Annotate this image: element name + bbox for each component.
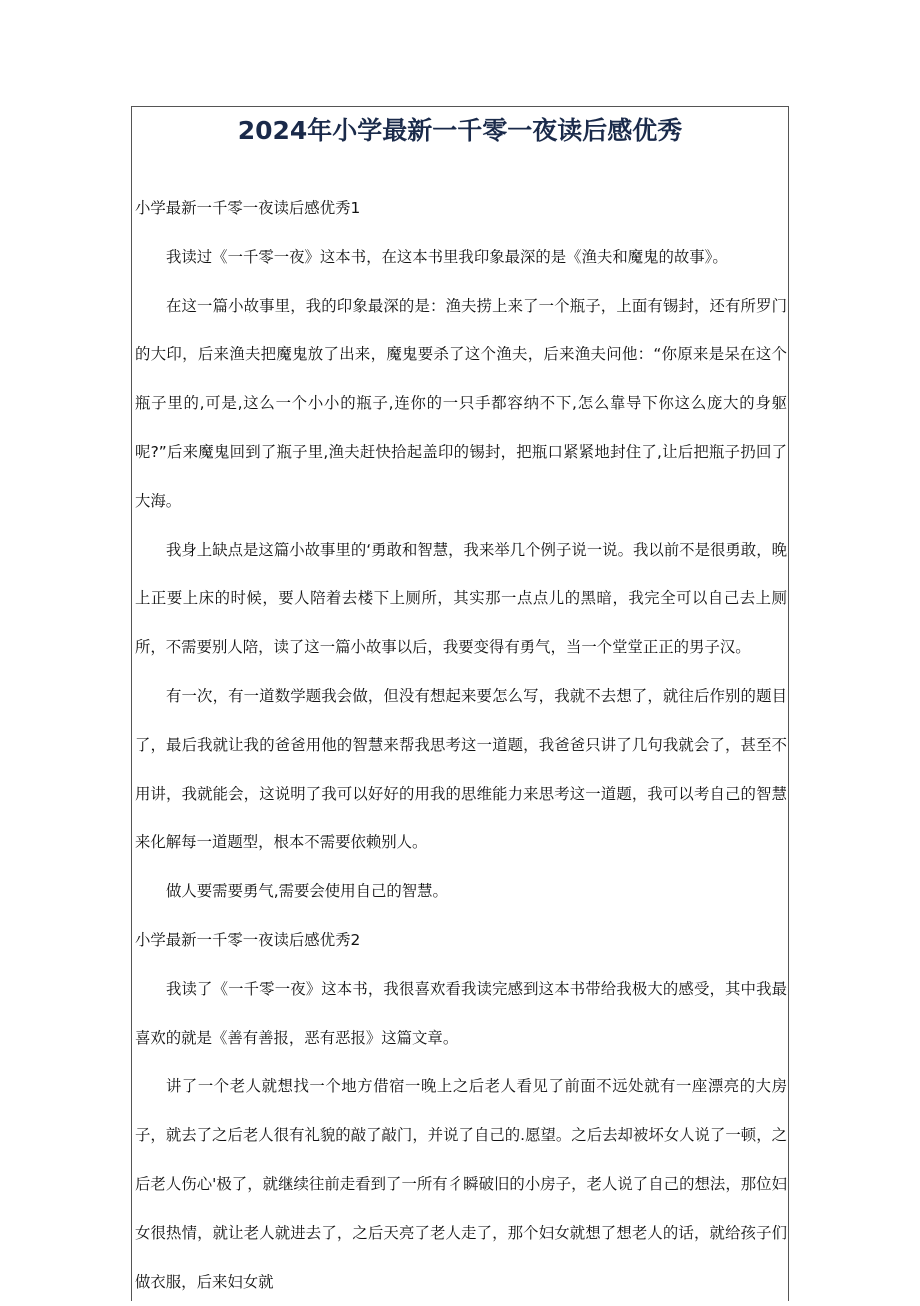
section-heading: 小学最新一千零一夜读后感优秀2 — [135, 930, 361, 949]
paragraph: 做人要需要勇气,需要会使用自己的智慧。 — [166, 882, 448, 901]
paragraph: 我读过《一千零一夜》这本书，在这本书里我印象最深的是《渔夫和魔鬼的故事》。 — [166, 247, 728, 266]
paragraph: 我读了《一千零一夜》这本书，我很喜欢看我读完感到这本书带给我极大的感受，其中我最喜欢的就是《善有善报，恶有恶报》这篇文章。 — [135, 979, 787, 1047]
paragraph: 在这一篇小故事里，我的印象最深的是：渔夫捞上来了一个瓶子，上面有锡封，还有所罗门的大印，后来渔夫把魔鬼放了出来，魔鬼要杀了这个渔夫，后来渔夫问他：“你原来是呆在这个瓶子里的,可是,这么一个小小的瓶子,连你的一只手都容纳不下,怎么靠导下你这么庞大的身躯呢?”后来魔鬼回到了瓶子里,渔夫赶快拾起盖印的锡封，把瓶口紧紧地封住了,让后把瓶子扔回了大海。 — [135, 296, 787, 510]
paragraph: 我身上缺点是这篇小故事里的‘勇敢和智慧，我来举几个例子说一说。我以前不是很勇敢，晚上正要上床的时候，要人陪着去楼下上厕所，其实那一点点儿的黑暗，我完全可以自己去上厕所，不需要别人陪，读了这一篇小故事以后，我要变得有勇气，当一个堂堂正正的男子汉。 — [135, 540, 787, 657]
paragraph: 有一次，有一道数学题我会做，但没有想起来要怎么写，我就不去想了，就往后作别的题目了，最后我就让我的爸爸用他的智慧来帮我思考这一道题，我爸爸只讲了几句我就会了，甚至不用讲，我就能会，这说明了我可以好好的用我的思维能力来思考这一道题，我可以考自己的智慧来化解每一道题型，根本不需要依赖别人。 — [135, 686, 787, 852]
document-body — [135, 184, 787, 1306]
paragraph: 讲了一个老人就想找一个地方借宿一晚上之后老人看见了前面不远处就有一座漂亮的大房子，就去了之后老人很有礼貌的敲了敲门，并说了自己的.愿望。之后去却被坏女人说了一顿，之后老人伤心'极了，就继续往前走看到了一所有彳瞬破旧的小房子，老人说了自己的想法，那位妇女很热情，就让老人就进去了，之后天亮了老人走了，那个妇女就想了想老人的话，就给孩子们做衣服，后来妇女就 — [135, 1077, 787, 1291]
document-title: 2024年小学最新一千零一夜读后感优秀 — [237, 116, 683, 145]
section-heading: 小学最新一千零一夜读后感优秀1 — [135, 199, 361, 217]
